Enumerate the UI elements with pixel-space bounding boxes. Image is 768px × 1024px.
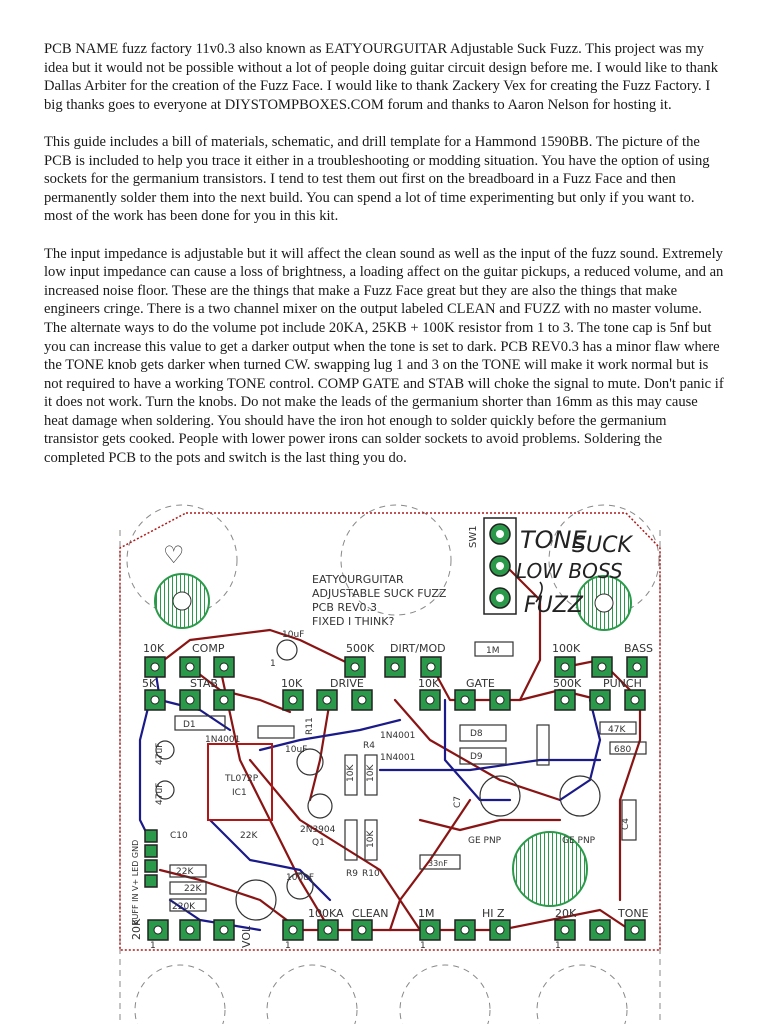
handwritten-tone: TONE [520, 526, 587, 554]
part-label: R10 [362, 869, 380, 879]
part-label: 10uF [282, 630, 305, 640]
part-label: 22K [184, 884, 202, 894]
part-label: Q1 [312, 838, 325, 848]
part-label: 1N4001 [380, 753, 416, 763]
part-label: 47uF [155, 782, 165, 805]
label-gate: GATE [466, 677, 495, 690]
part-label: BUFF IN V+ LED GND [131, 839, 140, 925]
part-label: 22K [240, 831, 258, 841]
label-100k: 100K [552, 642, 581, 655]
label-dirt-mod: DIRT/MOD [390, 642, 446, 655]
part-label: 1N4001 [205, 735, 241, 745]
pin-number: 1 [420, 941, 426, 951]
label-20k-a: 20K [130, 918, 143, 940]
pcb-title-line2: ADJUSTABLE SUCK FUZZ [312, 587, 447, 600]
pcb-layout-figure [0, 500, 768, 1024]
part-label: R11 [305, 717, 315, 735]
part-label: 100uF [286, 873, 315, 883]
label-clean: CLEAN [352, 907, 389, 920]
part-label: IC1 [232, 788, 247, 798]
part-label: 1M [486, 646, 500, 656]
part-label: D9 [470, 752, 483, 762]
pin-number: 1 [555, 941, 561, 951]
label-vol: VOL [240, 925, 253, 948]
paragraph-guide: This guide includes a bill of materials, schematic, and drill template for a Hammond 1590BB. The picture of the PCB is included to help you trace it either in a troubleshooting or modding situation. You have the option of using sockets for the germanium transistors. I tend to test them out first on the breadboard in a Fuzz Face and then permanently solder them into the next build. You can spend a lot of time experimenting but only if you want to. most of the work has been done for you in this kit. [44, 133, 710, 225]
part-label: C7 [453, 795, 463, 808]
label-10k-b: 10K [281, 677, 303, 690]
part-label: 10K [346, 764, 356, 782]
part-label: 2N3904 [300, 825, 336, 835]
label-1m: 1M [418, 907, 435, 920]
part-label: D8 [470, 729, 483, 739]
pin-number: 1 [285, 941, 291, 951]
handwritten-low-boss: LOW BOSS [516, 559, 623, 583]
part-label: 33nF [428, 859, 448, 868]
pcb-title-line3: PCB REV0.3 [312, 601, 377, 614]
part-label: 22K [176, 867, 194, 877]
pin-number: 1 [150, 941, 156, 951]
switch-label: SW1 [468, 525, 479, 548]
part-label: 220K [172, 902, 196, 912]
part-label: R4 [363, 741, 375, 751]
part-label: GE PNP [562, 836, 596, 846]
handwritten-suck: SUCK [572, 533, 632, 558]
label-20k-b: 20K [555, 907, 577, 920]
label-bass: BASS [624, 642, 654, 655]
label-punch: PUNCH [603, 677, 642, 690]
part-label: R9 [346, 869, 358, 879]
part-label: D1 [183, 720, 196, 730]
document-body [44, 40, 724, 486]
label-tone: TONE [618, 907, 649, 920]
switch-sw1 [484, 518, 516, 614]
part-label: 1N4001 [380, 731, 416, 741]
handwritten-fuzz: FUZZ [524, 593, 583, 618]
label-stab: STAB [190, 677, 218, 690]
part-label: 47K [608, 725, 626, 735]
label-500k-a: 500K [346, 642, 375, 655]
part-label: C10 [170, 831, 188, 841]
part-label: 47uF [155, 742, 165, 765]
label-comp: COMP [192, 642, 225, 655]
label-100ka: 100KA [308, 907, 344, 920]
label-10k-a: 10K [143, 642, 165, 655]
pcb-title-line4: FIXED I THINK? [312, 615, 395, 628]
label-500k-b: 500K [553, 677, 582, 690]
pin-number: 1 [270, 659, 276, 669]
paragraph-impedance: The input impedance is adjustable but it will affect the clean sound as well as the input of the fuzz sound. Extremely low input impedance can cause a loss of brightness, a loading affect on the guitar pickups, a reduced volume, and an increased noise floor. These are the things that make a Fuzz Face great but they are also the things that make engineers cringe. There is a two channel mixer on the output labeled CLEAN and FUZZ with no master volume. The alternate ways to do the volume pot include 20KA, 25KB + 100K resistor from 1 to 3. The tone cap is 5nf but you can increase this value to get a darker output when the tone is set to dark. PCB REV0.3 has a minor flaw where the TONE knob gets darker when turned CW. swapping lug 1 and 3 on the TONE will make it work normal but is not required to have a working TONE control. COMP GATE and STAB will choke the signal to mute. Don't panic if it does not work. Turn the knobs. Do not make the leads of the germanium shorter than 16mm as this may cause heat damage when soldering. You should have the iron hot enough to solder quickly before the germanium transistor gets cooked. People with lower power irons can solder sockets to avoid problems. Soldering the completed PCB to the pots and switch is the last thing you do. [44, 245, 724, 467]
part-label: GE PNP [468, 836, 502, 846]
label-10k-c: 10K [418, 677, 440, 690]
paragraph-intro: PCB NAME fuzz factory 11v0.3 also known as EATYOURGUITAR Adjustable Suck Fuzz. This project was my idea but it would not be possible without a lot of people doing guitar circuit design before me. I would like to thank Dallas Arbiter for the creation of the Fuzz Face. I would like to thank Zackery Vex for creating the Fuzz Factory. I big thanks goes to everyone at DIYSTOMPBOXES.COM forum and thanks to Aaron Nelson for hosting it. [44, 41, 719, 113]
label-drive: DRIVE [330, 677, 364, 690]
label-5k: 5K [142, 677, 157, 690]
part-label: 10K [366, 830, 376, 848]
heart-icon: ♡ [163, 541, 185, 569]
part-label: TL072P [225, 774, 259, 784]
part-label: C4 [621, 817, 631, 830]
part-label: 680 [614, 745, 632, 755]
part-label: 10uF [285, 745, 308, 755]
pcb-title-line1: EATYOURGUITAR [312, 573, 404, 586]
part-label: 10K [366, 764, 376, 782]
label-hi-z: HI Z [482, 907, 505, 920]
